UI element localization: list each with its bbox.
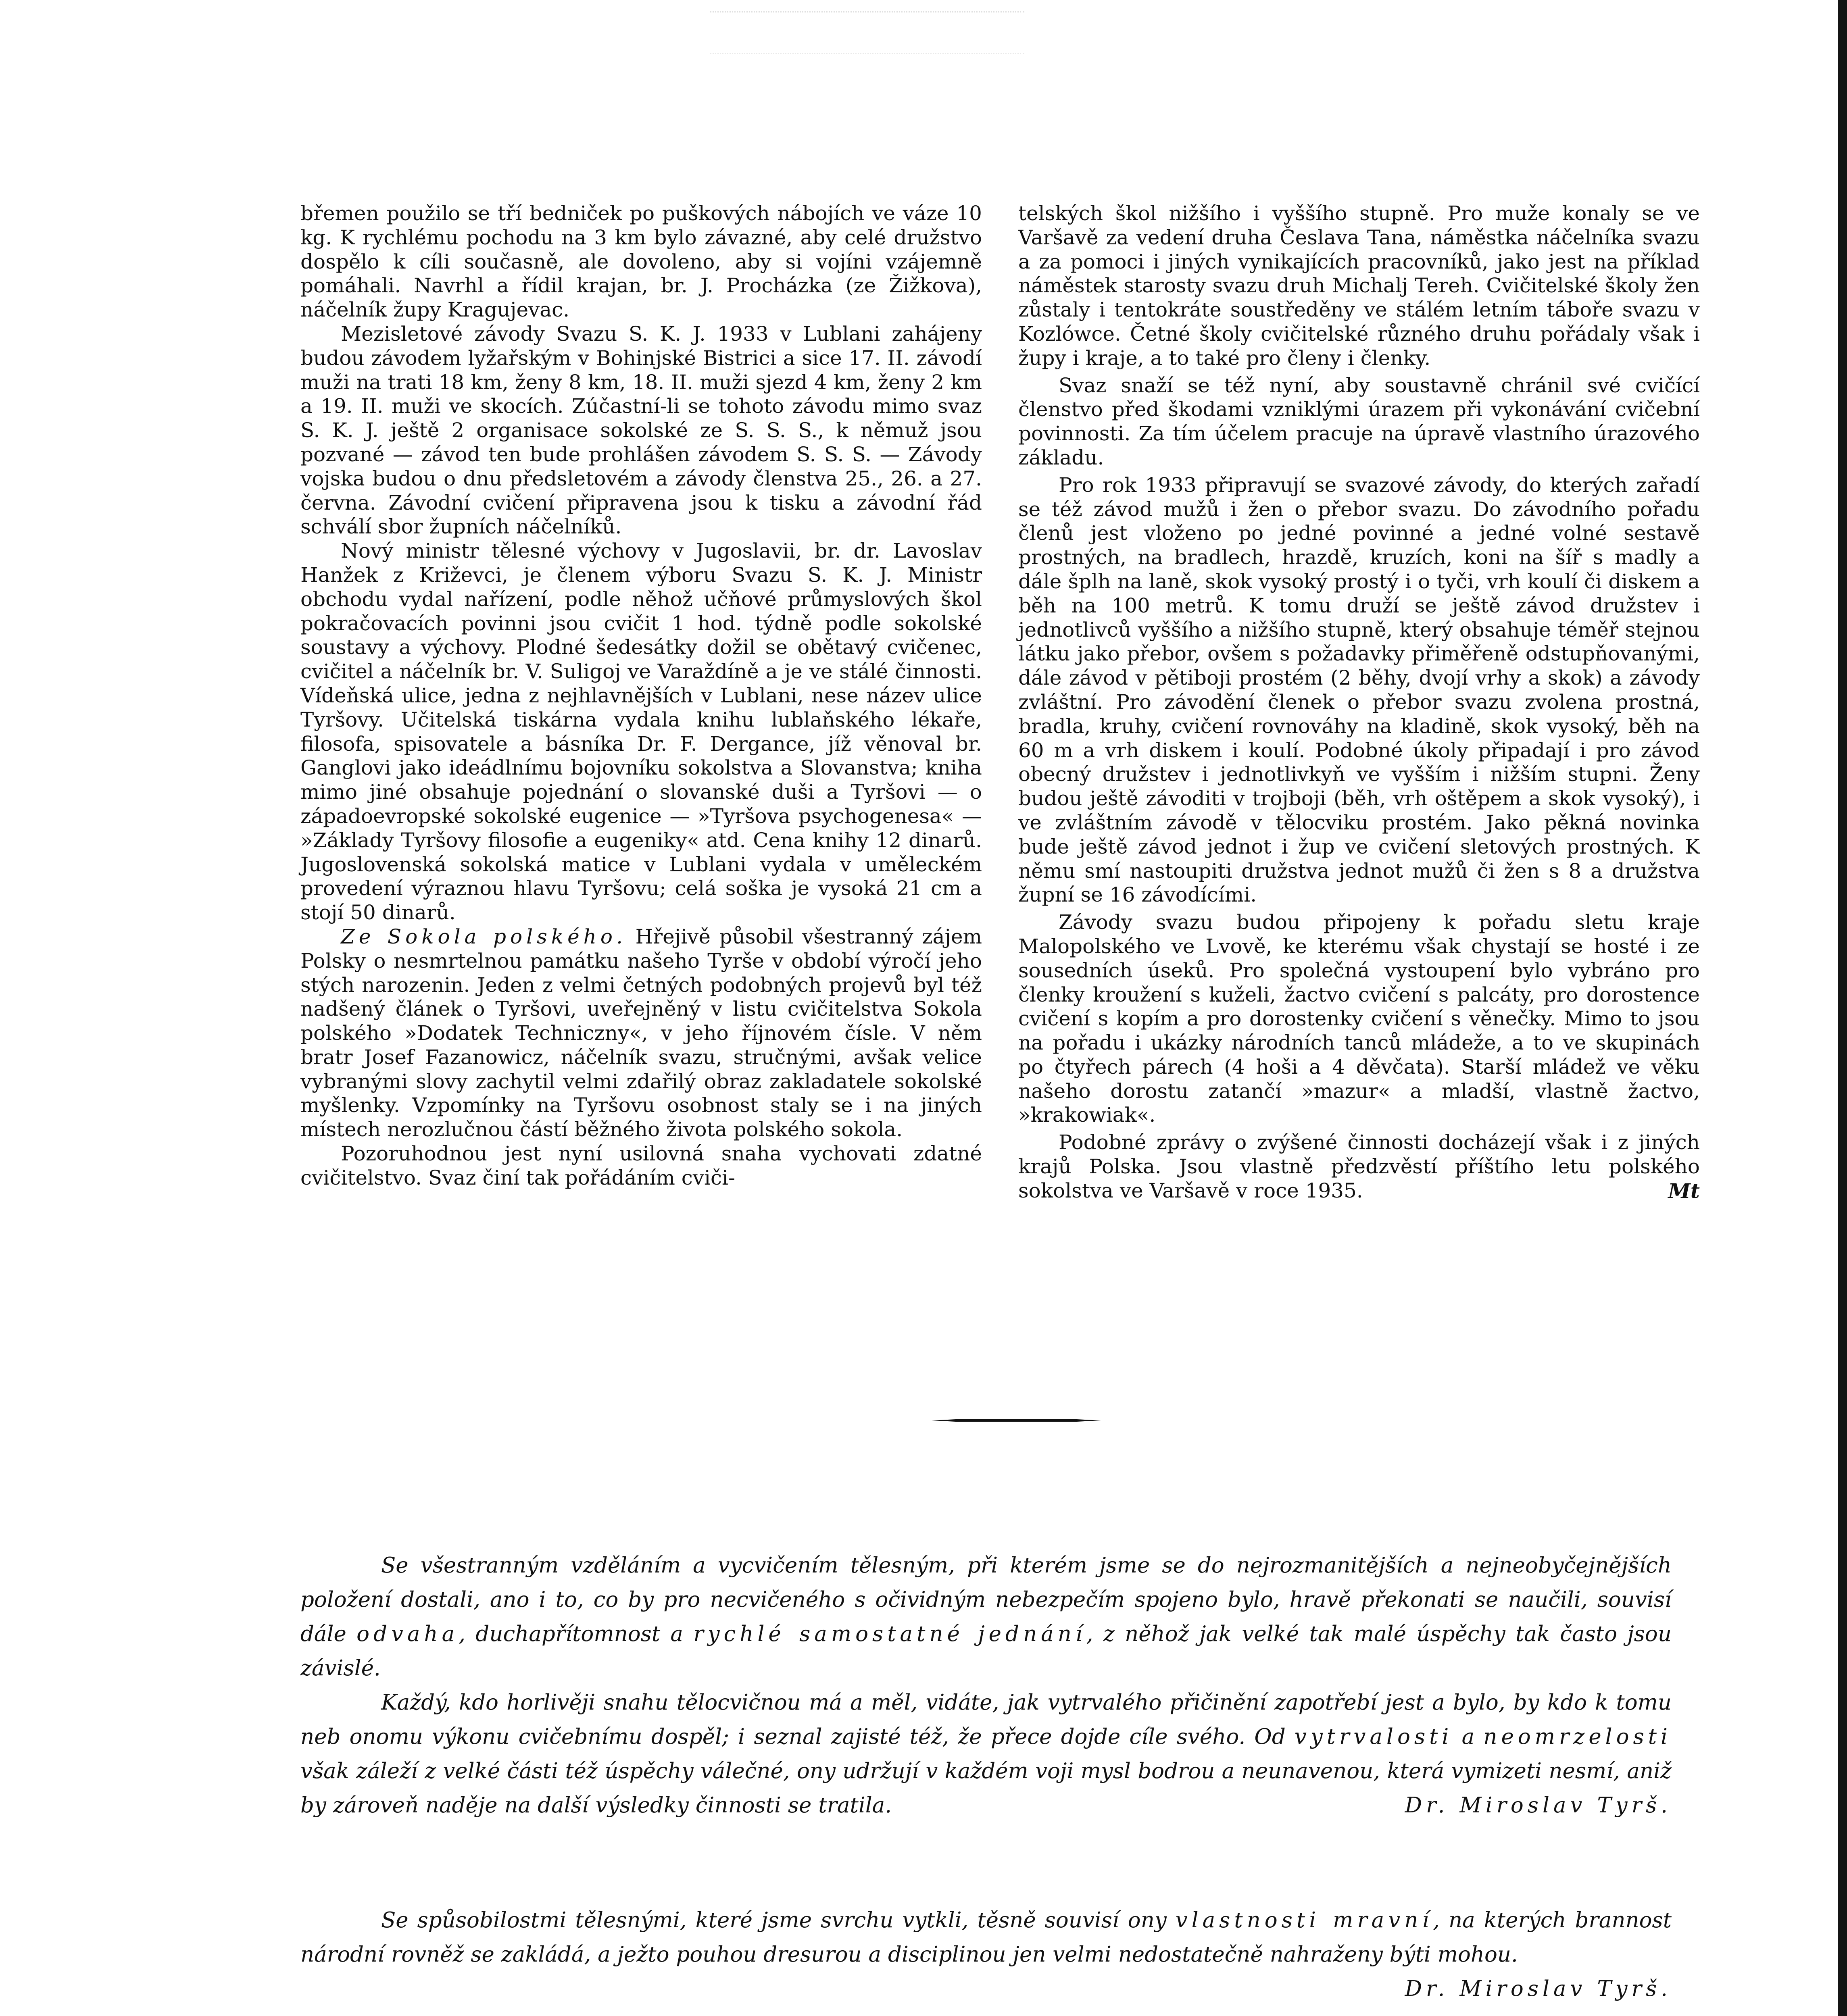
quote1-author: Dr. Miroslav Tyrš.	[1405, 1793, 1672, 1818]
left-paragraph-2: Mezisletové závody Svazu S. K. J. 1933 v Lublani zahájeny budou závodem lyžařským v Bohinjské Bistrici a sice 17. II. závodí muži na trati 18 km, ženy 8 km, 18. II. muži sjezd 4 km, ženy 2 km a 19. II. muži ve skocích. Zúčastní-li se tohoto závodu mimo svaz S. K. J. ještě 2 organisace sokolské ze S. S. S., k němuž jsou pozvané — závod ten bude prohlášen závodem S. S. S. — Závody vojska budou o dnu předsletovém a závody členstva 25., 26. a 27. června. Závodní cvičení připravena jsou k tisku a závodní řád schválí sbor župních náčelníků.	[300, 322, 982, 539]
quote2-author: Dr. Miroslav Tyrš.	[1405, 1976, 1672, 2001]
quote1-text-e: , z něhož jak velké tak malé úspěchy tak často jsou závislé.	[300, 1622, 1672, 1681]
tyrs-quote-1	[300, 1548, 1672, 1822]
scan-edge-right	[1838, 0, 1847, 2016]
right-paragraph-2: Svaz snaží se též nyní, aby soustavně chránil své cvičící členstvo před škodami vzniklými úrazem při vykonávání cvičební povinnosti. Za tím účelem pracuje na úpravě vlastního úrazového základu.	[1018, 373, 1700, 469]
right-paragraph-1: telských škol nižšího i vyššího stupně. Pro muže konaly se ve Varšavě za vedení druha Česlava Tana, náměstka náčelníka svazu a za pomoci i jiných vynikajících pracovníků, jako jest na příklad náměstek starosty svazu druh Michalj Tereh. Cvičitelské školy žen zůstaly i tentokráte soustředěny ve stálém letním táboře svazu v Kozlówce. Četné školy cvičitelské různého druhu pořádaly však i župy i kraje, a to také pro členy i členky.	[1018, 202, 1700, 370]
quote1-p2-text-e: však záleží z velké části též úspěchy válečné, ony udržují v každém voji mysl bodrou a neunavenou, která vymizeti nesmí, aniž by zároveň naděje na další výsledky činnosti se tratila.	[300, 1759, 1672, 1818]
right-paragraph-5	[1018, 1131, 1700, 1203]
left-paragraph-1: břemen použilo se tří bedniček po puškových nábojích ve váze 10 kg. K rychlému pochodu na 3 km bylo závazné, aby celé družstvo dospělo k cíli současně, ale dovoleno, aby si vojíni vzájemně pomáhali. Navrhl a řídil krajan, br. J. Procházka (ze Žižkova), náčelník župy Kragujevac.	[300, 202, 982, 322]
quote1-paragraph-2	[300, 1685, 1672, 1822]
section-heading-polish-sokol: Ze Sokola polského.	[341, 925, 627, 948]
scan-smudge	[710, 11, 1024, 54]
left-paragraph-4	[300, 925, 982, 1142]
right-paragraph-3: Pro rok 1933 připravují se svazové závody, do kterých zařadí se též závod mužů i žen o přebor svazu. Do závodního pořadu členů jest vloženo po jedné povinné a jedné volné sestavě prostných, na bradlech, hrazdě, kruzích, koni na šíř s madly a dále šplh na laně, skok vysoký prostý i o tyči, vrh koulí či diskem a běh na 100 metrů. K tomu druží se ještě závod družstev i jednotlivců vyššího a nižšího stupně, který obsahuje téměř stejnou látku jako přebor, ovšem s požadavky přiměřeně odstupňovanými, dále závod v pětiboji prostém (2 běhy, dvojí vrhy a skok) a závody zvláštní. Pro závodění členek o přebor svazu zvolena prostná, bradla, kruhy, cvičení rovnováhy na kladině, skok vysoký, běh na 60 m a vrh diskem i koulí. Podobné úkoly připadají i pro závod obecný družstev i jednotlivkyň ve vyšším i nižším stupni. Ženy budou ještě závoditi v trojboji (běh, vrh oštěpem a skok vysoký), i ve zvláštním závodě v tělocviku prostém. Jako pěkná novinka bude ještě závod jednot i žup ve cvičení sletových prostných. K němu smí nastoupiti družstva jednot mužů či žen s 8 a družstva župní se 16 závodícími.	[1018, 473, 1700, 907]
quote2-paragraph	[300, 1903, 1672, 2001]
quote1-emphasis-odvaha: odvaha	[356, 1622, 459, 1646]
quote1-paragraph-1	[300, 1548, 1672, 1685]
left-paragraph-4-text: Hřejivě působil všestranný zájem Polsky o nesmrtelnou památku našeho Tyrše v období výročí jeho stých narozenin. Jeden z velmi četných podobných projevů byl též nadšený článek o Tyršovi, uveřejněný v listu cvičitelstva Sokola polského »Dodatek Techniczny«, v jeho říjnovém čísle. V něm bratr Josef Fazanowicz, náčelník svazu, stručnými, avšak velice vybranými slovy zachytil velmi zdařilý obraz zakladatele sokolské myšlenky. Vzpomínky na Tyršovu osobnost staly se i na jiných místech nerozlučnou částí běžného života polského sokola.	[300, 925, 982, 1141]
quote2-text-c: , na kterých brannost národní rovněž se zakládá, a ježto pouhou dresurou a disciplinou jen velmi nedostatečně nahraženy býti mohou.	[300, 1908, 1672, 1967]
quote1-text-a: Se všestranným vzděláním a vycvičením tělesným, při kterém jsme se do nejrozmanitějších a nejneobyčejnějších položení dostali, ano i to, co by pro necvičeného s očividným nebezpečím spojeno bylo, hravě překonati se naučili, souvisí dále	[300, 1553, 1672, 1646]
article-signature: Mt	[1668, 1179, 1700, 1203]
divider-line	[932, 1418, 1101, 1422]
right-paragraph-5-text: Podobné zprávy o zvýšené činnosti docházejí však i z jiných krajů Polska. Jsou vlastně předzvěstí příštího letu polského sokolstva ve Varšavě v roce 1935.	[1018, 1131, 1700, 1202]
quote2-emphasis-mravni: vlastnosti mravní	[1175, 1908, 1433, 1933]
left-paragraph-5: Pozoruhodnou jest nyní usilovná snaha vychovati zdatné cvičitelstvo. Svaz činí tak pořádáním cviči-	[300, 1142, 982, 1189]
quote1-emphasis-neomrzelosti: neomrzelosti	[1483, 1724, 1672, 1749]
quote1-emphasis-vytrvalosti: vytrvalosti	[1294, 1724, 1453, 1749]
left-column	[300, 202, 982, 1190]
quote2-text-a: Se spůsobilostmi tělesnými, které jsme svrchu vytkli, těsně souvisí ony	[381, 1908, 1176, 1933]
quote1-p2-text-a: Každý, kdo horlivěji snahu tělocvičnou má a měl, vidáte, jak vytrvalého přičinění zapotřebí jest a bylo, by kdo k tomu neb onomu výkonu cvičebnímu dospěl; i seznal zajisté též, že přece dojde cíle svého. Od	[300, 1690, 1672, 1749]
section-divider	[932, 1418, 1101, 1422]
left-paragraph-3: Nový ministr tělesné výchovy v Jugoslavii, br. dr. Lavoslav Hanžek z Križevci, je členem výboru Svazu S. K. J. Ministr obchodu vydal nařízení, podle něhož učňové průmyslových škol pokračovacích povinni jsou cvičit 1 hod. týdně podle sokolské soustavy a výchovy. Plodné šedesátky dožil se obětavý cvičenec, cvičitel a náčelník br. V. Suligoj ve Varaždíně a je ve stálé činnosti. Vídeňská ulice, jedna z nejhlavnějších v Lublani, nese název ulice Tyršovy. Učitelská tiskárna vydala knihu lublaňského lékaře, filosofa, spisovatele a básníka Dr. F. Dergance, jíž věnoval br. Ganglovi jako ideádlnímu bojovníku sokolstva a Slovanstva; kniha mimo jiné obsahuje pojednání o slovanské duši a Tyršovi — o západoevropské sokolské eugenice — »Tyršova psychogenesa« — »Základy Tyršovy filosofie a eugeniky« atd. Cena knihy 12 dinarů. Jugoslovenská sokolská matice v Lublani vydala v uměleckém provedení výraznou hlavu Tyršovu; celá soška je vysoká 21 cm a stojí 50 dinarů.	[300, 539, 982, 925]
quote1-p2-text-c: a	[1453, 1724, 1484, 1749]
right-column	[1018, 202, 1700, 1203]
tyrs-quote-2	[300, 1903, 1672, 2006]
right-paragraph-4: Závody svazu budou připojeny k pořadu sletu kraje Malopolského ve Lvově, ke kterému však chystají se hosté i ze sousedních úseků. Pro společná vystoupení bylo vybráno pro členky kroužení s kuželi, žactvo cvičení s palcáty, pro dorostence cvičení s kopím a pro dorostenky cvičení s věnečky. Mimo to jsou na pořadu i ukázky národních tanců mládeže, a to ve skupinách po čtyřech párech (4 hoši a 4 děvčata). Starší mládež ve věku našeho dorostu zatančí »mazur« a mladší, vlastně žactvo, »krakowiak«.	[1018, 910, 1700, 1127]
quote1-text-c: , duchapřítomnost a	[459, 1622, 694, 1646]
quote1-emphasis-jednani: rychlé samostatné jednání	[693, 1622, 1086, 1646]
